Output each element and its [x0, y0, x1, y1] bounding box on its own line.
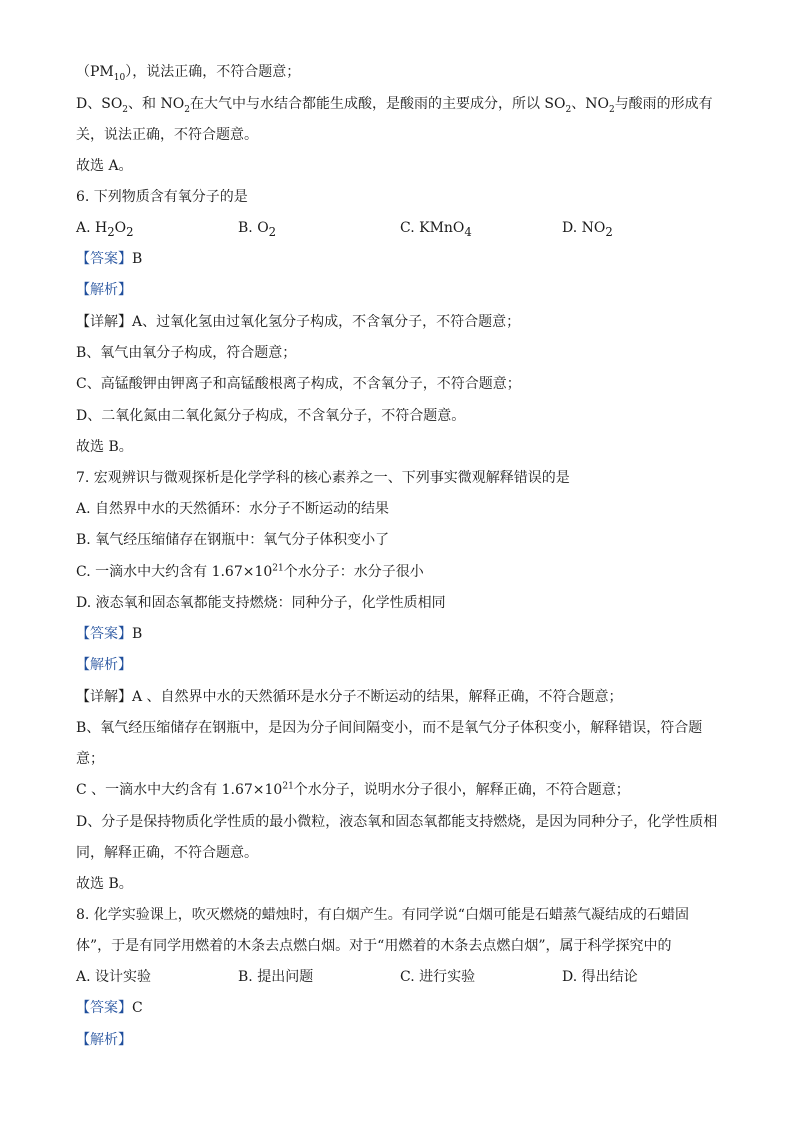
- option-d-explanation-cont: 关，说法正确，不符合题意。: [76, 127, 258, 143]
- q6-option-a: A. $H_2O_2$: [76, 220, 134, 239]
- q7-choice: 故选 B。: [76, 876, 133, 892]
- q8-option-c: C. 进行实验: [400, 969, 476, 985]
- q7-option-b: B. 氧气经压缩储存在钢瓶中：氧气分子体积变小了: [76, 532, 390, 548]
- q7-answer: 【答案】B: [76, 626, 143, 642]
- q8-answer: 【答案】C: [76, 1000, 143, 1016]
- q8-option-b: B. 提出问题: [238, 969, 314, 985]
- q7-detail-4: D、分子是保持物质化学性质的最小微粒，液态氧和固态氧都能支持燃烧，是因为同种分子，化学性质相: [76, 814, 718, 830]
- q7-detail-2-cont: 意；: [76, 751, 104, 767]
- q6-choice: 故选 B。: [76, 439, 133, 455]
- q6-option-d: D. $NO_2$: [562, 220, 613, 239]
- q6-analysis-tag: 【解析】: [76, 282, 132, 298]
- q6-detail-1: 【详解】A、过氧化氢由过氧化氢分子构成，不含氧分子，不符合题意；: [76, 314, 521, 330]
- answer-tag: 【答案】: [76, 251, 132, 267]
- q6-answer: 【答案】B: [76, 251, 143, 267]
- q7-option-d: D. 液态氧和固态氧都能支持燃烧：同种分子，化学性质相同: [76, 595, 446, 611]
- q6-detail-3: C、高锰酸钾由钾离子和高锰酸根离子构成，不含氧分子，不符合题意；: [76, 376, 521, 392]
- q7-detail-3: C 、一滴水中大约含有 $1.67\times 10^{21}$个水分子，说明水分子很小，解释正确，不符合题意；: [76, 781, 630, 798]
- q7-option-a: A. 自然界中水的天然循环：水分子不断运动的结果: [76, 501, 390, 517]
- q6-option-b: B. $O_2$: [238, 220, 277, 239]
- q7-detail-4-cont: 同，解释正确，不符合题意。: [76, 845, 258, 861]
- q7-detail-1: 【详解】A 、自然界中水的天然循环是水分子不断运动的结果，解释正确，不符合题意；: [76, 689, 623, 705]
- question-7-stem: 7. 宏观辨识与微观探析是化学学科的核心素养之一、下列事实微观解释错误的是: [76, 470, 570, 486]
- q6-option-c: C. KMnO$_4$: [400, 220, 472, 239]
- q6-detail-4: D、二氧化氮由二氧化氮分子构成，不含氧分子，不符合题意。: [76, 408, 466, 424]
- question-6-stem: 6. 下列物质含有氧分子的是: [76, 189, 248, 205]
- q8-analysis-tag: 【解析】: [76, 1032, 132, 1048]
- question-8-stem: 8. 化学实验课上，吹灭燃烧的蜡烛时，有白烟产生。有同学说“白烟可能是石蜡蒸气凝结成的石蜡固: [76, 907, 689, 923]
- continued-line-pm10: $(PM_{10})$，说法正确，不符合题意；: [76, 64, 301, 83]
- q7-detail-2: B、氧气经压缩储存在钢瓶中，是因为分子间间隔变小，而不是氧气分子体积变小，解释错误，符合题: [76, 720, 703, 736]
- previous-choice: 故选 A。: [76, 158, 133, 174]
- question-8-stem-cont: 体”，于是有同学用燃着的木条去点燃白烟。对于“用燃着的木条去点燃白烟”，属于科学探究中的: [76, 938, 672, 954]
- option-d-explanation: D、$SO_2$、和 $NO_2$在大气中与水结合都能生成酸，是酸雨的主要成分，所以 $SO_2$、$NO_2$与酸雨的形成有: [76, 96, 713, 115]
- q6-detail-2: B、氧气由氧分子构成，符合题意；: [76, 345, 297, 361]
- q8-option-d: D. 得出结论: [562, 969, 638, 985]
- q7-analysis-tag: 【解析】: [76, 657, 132, 673]
- q7-option-c: C. 一滴水中大约含有 $1.67\times 10^{21}$个水分子：水分子很小: [76, 563, 424, 580]
- q8-option-a: A. 设计实验: [76, 969, 152, 985]
